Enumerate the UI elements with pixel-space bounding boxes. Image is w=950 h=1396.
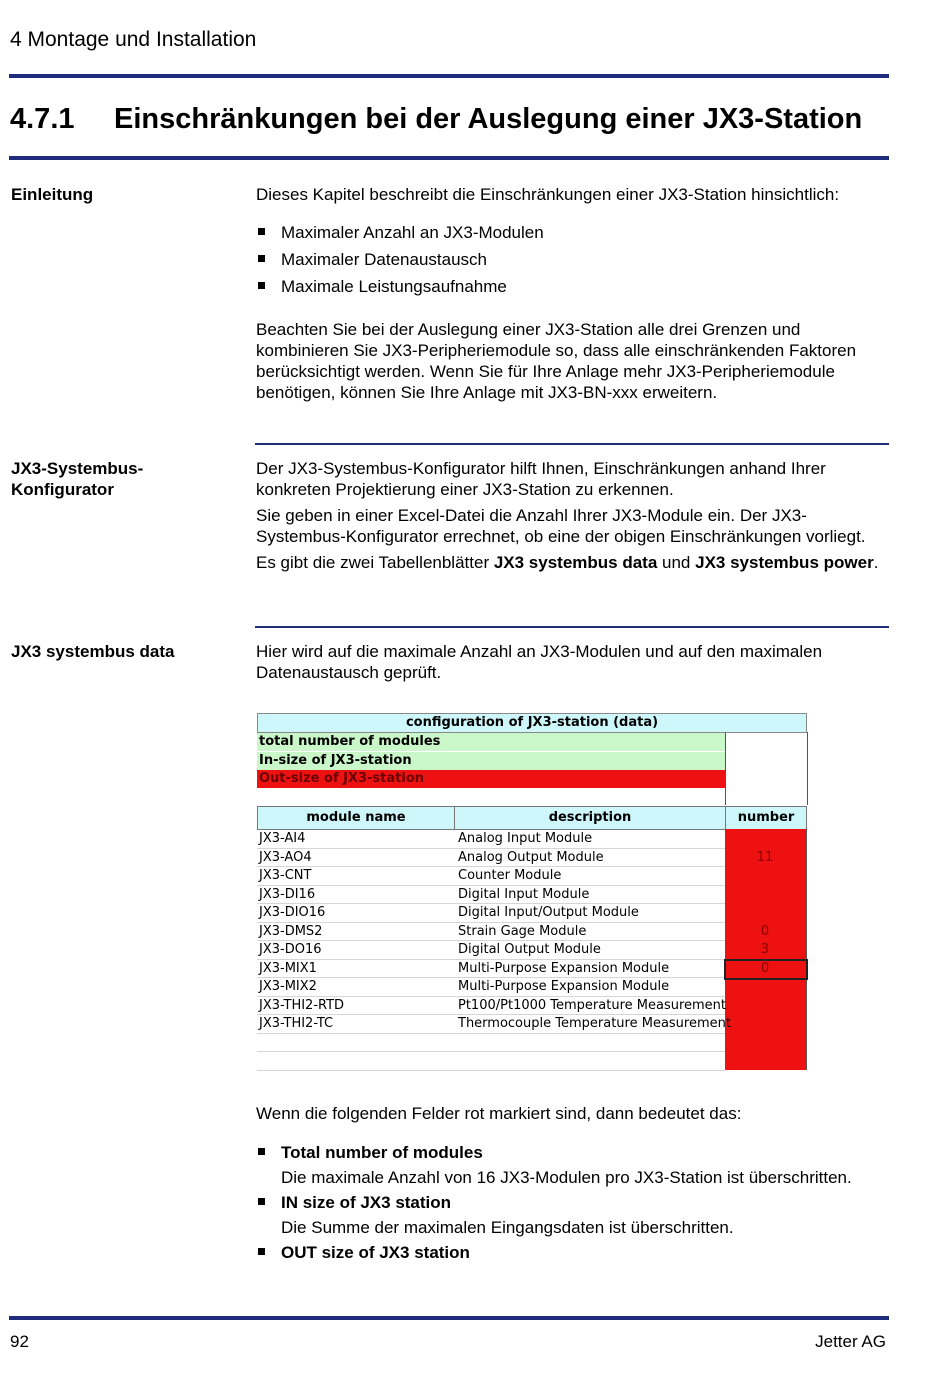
einleitung-body <box>256 184 886 408</box>
module-name-cell: JX3-CNT <box>259 868 312 883</box>
number-cell <box>725 886 805 904</box>
bullet-text: Maximaler Anzahl an JX3-Modulen <box>281 223 544 242</box>
module-name-cell: JX3-AI4 <box>259 831 306 846</box>
description-cell: Thermocouple Temperature Measurement <box>458 1016 731 1031</box>
module-name-cell: JX3-MIX2 <box>259 979 317 994</box>
field-title: OUT size of JX3 station <box>281 1243 470 1262</box>
page-number: 92 <box>10 1332 29 1351</box>
bullet-item <box>256 249 886 270</box>
module-name-cell: JX3-THI2-RTD <box>259 997 345 1013</box>
description-cell: Digital Input Module <box>458 886 590 902</box>
section-divider <box>255 626 889 628</box>
module-name-cell: JX3-DMS2 <box>259 923 323 939</box>
bullet-item <box>256 276 886 297</box>
bullet-item <box>256 222 886 243</box>
after-sheet-body <box>256 1103 886 1267</box>
status-row: total number of modules <box>257 733 725 751</box>
field-bullet-list <box>256 1142 886 1263</box>
number-cell <box>725 1015 805 1033</box>
field-description: Die Summe der maximalen Eingangsdaten ist überschritten. <box>281 1218 734 1237</box>
after-sheet-text: Wenn die folgenden Felder rot markiert sind, dann bedeutet das: <box>256 1104 742 1123</box>
description-cell: Multi-Purpose Expansion Module <box>458 960 670 976</box>
status-row: In-size of JX3-station <box>257 752 725 770</box>
number-cell: 3 <box>760 942 770 957</box>
description-cell: Analog Output Module <box>458 849 604 865</box>
field-item <box>256 1242 886 1263</box>
bold-term: JX3 systembus data <box>493 553 658 572</box>
konfigurator-p3 <box>256 552 886 573</box>
bold-term: JX3 systembus power <box>695 553 874 572</box>
sidebar-label-data: JX3 systembus data <box>11 642 175 661</box>
description-cell: Counter Module <box>458 868 562 883</box>
section-heading <box>10 103 862 136</box>
number-cell <box>725 904 805 922</box>
sheet-title: configuration of JX3-station (data) <box>257 713 807 733</box>
grid-line <box>257 1070 725 1071</box>
description-cell: Strain Gage Module <box>458 923 587 939</box>
konfigurator-body <box>256 458 886 578</box>
number-cell <box>725 997 805 1015</box>
konfigurator-p1: Der JX3-Systembus-Konfigurator hilft Ihnen, Einschränkungen anhand Ihrer konkreten Projektierung einer JX3-Station zu erkennen. <box>256 459 826 499</box>
bullet-square-icon <box>258 1248 265 1255</box>
number-cell <box>725 978 805 996</box>
bullet-square-icon <box>258 1198 265 1205</box>
description-cell: Digital Input/Output Module <box>458 905 639 920</box>
sidebar-label-einleitung: Einleitung <box>11 185 94 204</box>
text-span: . <box>873 553 879 572</box>
bullet-text: Maximale Leistungsaufnahme <box>281 277 507 296</box>
bullet-square-icon <box>258 255 265 262</box>
selected-cell-outline <box>724 959 808 980</box>
module-name-cell: JX3-AO4 <box>259 849 312 865</box>
sheet-status-blank <box>725 732 808 805</box>
field-description: Die maximale Anzahl von 16 JX3-Modulen pro JX3-Station ist überschritten. <box>281 1168 852 1187</box>
einleitung-bullet-list <box>256 222 886 297</box>
text-span: und <box>657 553 696 572</box>
field-item <box>256 1192 886 1238</box>
chapter-header: 4 Montage und Installation <box>10 28 257 51</box>
field-title: IN size of JX3 station <box>281 1193 452 1212</box>
field-title: Total number of modules <box>281 1143 483 1162</box>
module-name-cell: JX3-MIX1 <box>259 960 317 976</box>
header-number: number <box>725 806 807 830</box>
header-module-name: module name <box>257 806 455 830</box>
bullet-square-icon <box>258 228 265 235</box>
footer-rule <box>9 1316 889 1320</box>
status-row: Out-size of JX3-station <box>257 770 725 788</box>
data-p1: Hier wird auf die maximale Anzahl an JX3-Modulen und auf den maximalen Datenaustausch geprüft. <box>256 642 823 682</box>
module-name-cell: JX3-DI16 <box>259 886 316 902</box>
text-span: Es gibt die zwei Tabellenblätter <box>256 553 494 572</box>
field-item <box>256 1142 886 1188</box>
grid-line <box>257 1051 725 1052</box>
einleitung-intro: Dieses Kapitel beschreibt die Einschränkungen einer JX3-Station hinsichtlich: <box>256 185 840 204</box>
module-name-cell: JX3-DIO16 <box>259 905 326 920</box>
number-cell: 0 <box>760 923 770 939</box>
header-description: description <box>454 806 726 830</box>
section-divider <box>255 443 889 445</box>
module-name-cell: JX3-DO16 <box>259 942 322 957</box>
number-cell: 11 <box>756 849 774 865</box>
sidebar-label-konfigurator: JX3-Systembus-Konfigurator <box>11 459 144 499</box>
konfigurator-p2: Sie geben in einer Excel-Datei die Anzahl Ihrer JX3-Module ein. Der JX3-Systembus-Konfigurator errechnet, ob eine der obigen Einschränkungen vorliegt. <box>256 506 866 546</box>
einleitung-paragraph: Beachten Sie bei der Auslegung einer JX3-Station alle drei Grenzen und kombinieren Sie JX3-Peripheriemodule so, dass alle einschränkenden Faktoren berücksichtigt werden. Wenn Sie für Ihre Anlage mehr JX3-Peripheriemodule benötigen, können Sie Ihre Anlage mit JX3-BN-xxx erweitern. <box>256 320 857 402</box>
bullet-square-icon <box>258 282 265 289</box>
header-rule <box>9 74 889 78</box>
bullet-text: Maximaler Datenaustausch <box>281 250 487 269</box>
section-number: 4.7.1 <box>10 103 75 135</box>
number-cell <box>725 830 805 848</box>
spreadsheet-image <box>257 713 807 1070</box>
heading-rule <box>9 156 889 160</box>
description-cell: Analog Input Module <box>458 831 593 846</box>
description-cell: Digital Output Module <box>458 942 601 957</box>
section-title: Einschränkungen bei der Auslegung einer JX3-Station <box>114 103 863 135</box>
number-cell <box>725 867 805 885</box>
bullet-square-icon <box>258 1148 265 1155</box>
number-cell: 0 <box>760 960 770 976</box>
description-cell: Multi-Purpose Expansion Module <box>458 979 670 994</box>
data-body <box>256 641 886 688</box>
description-cell: Pt100/Pt1000 Temperature Measurement <box>458 997 727 1013</box>
module-name-cell: JX3-THI2-TC <box>259 1016 334 1031</box>
company-name: Jetter AG <box>815 1332 886 1351</box>
